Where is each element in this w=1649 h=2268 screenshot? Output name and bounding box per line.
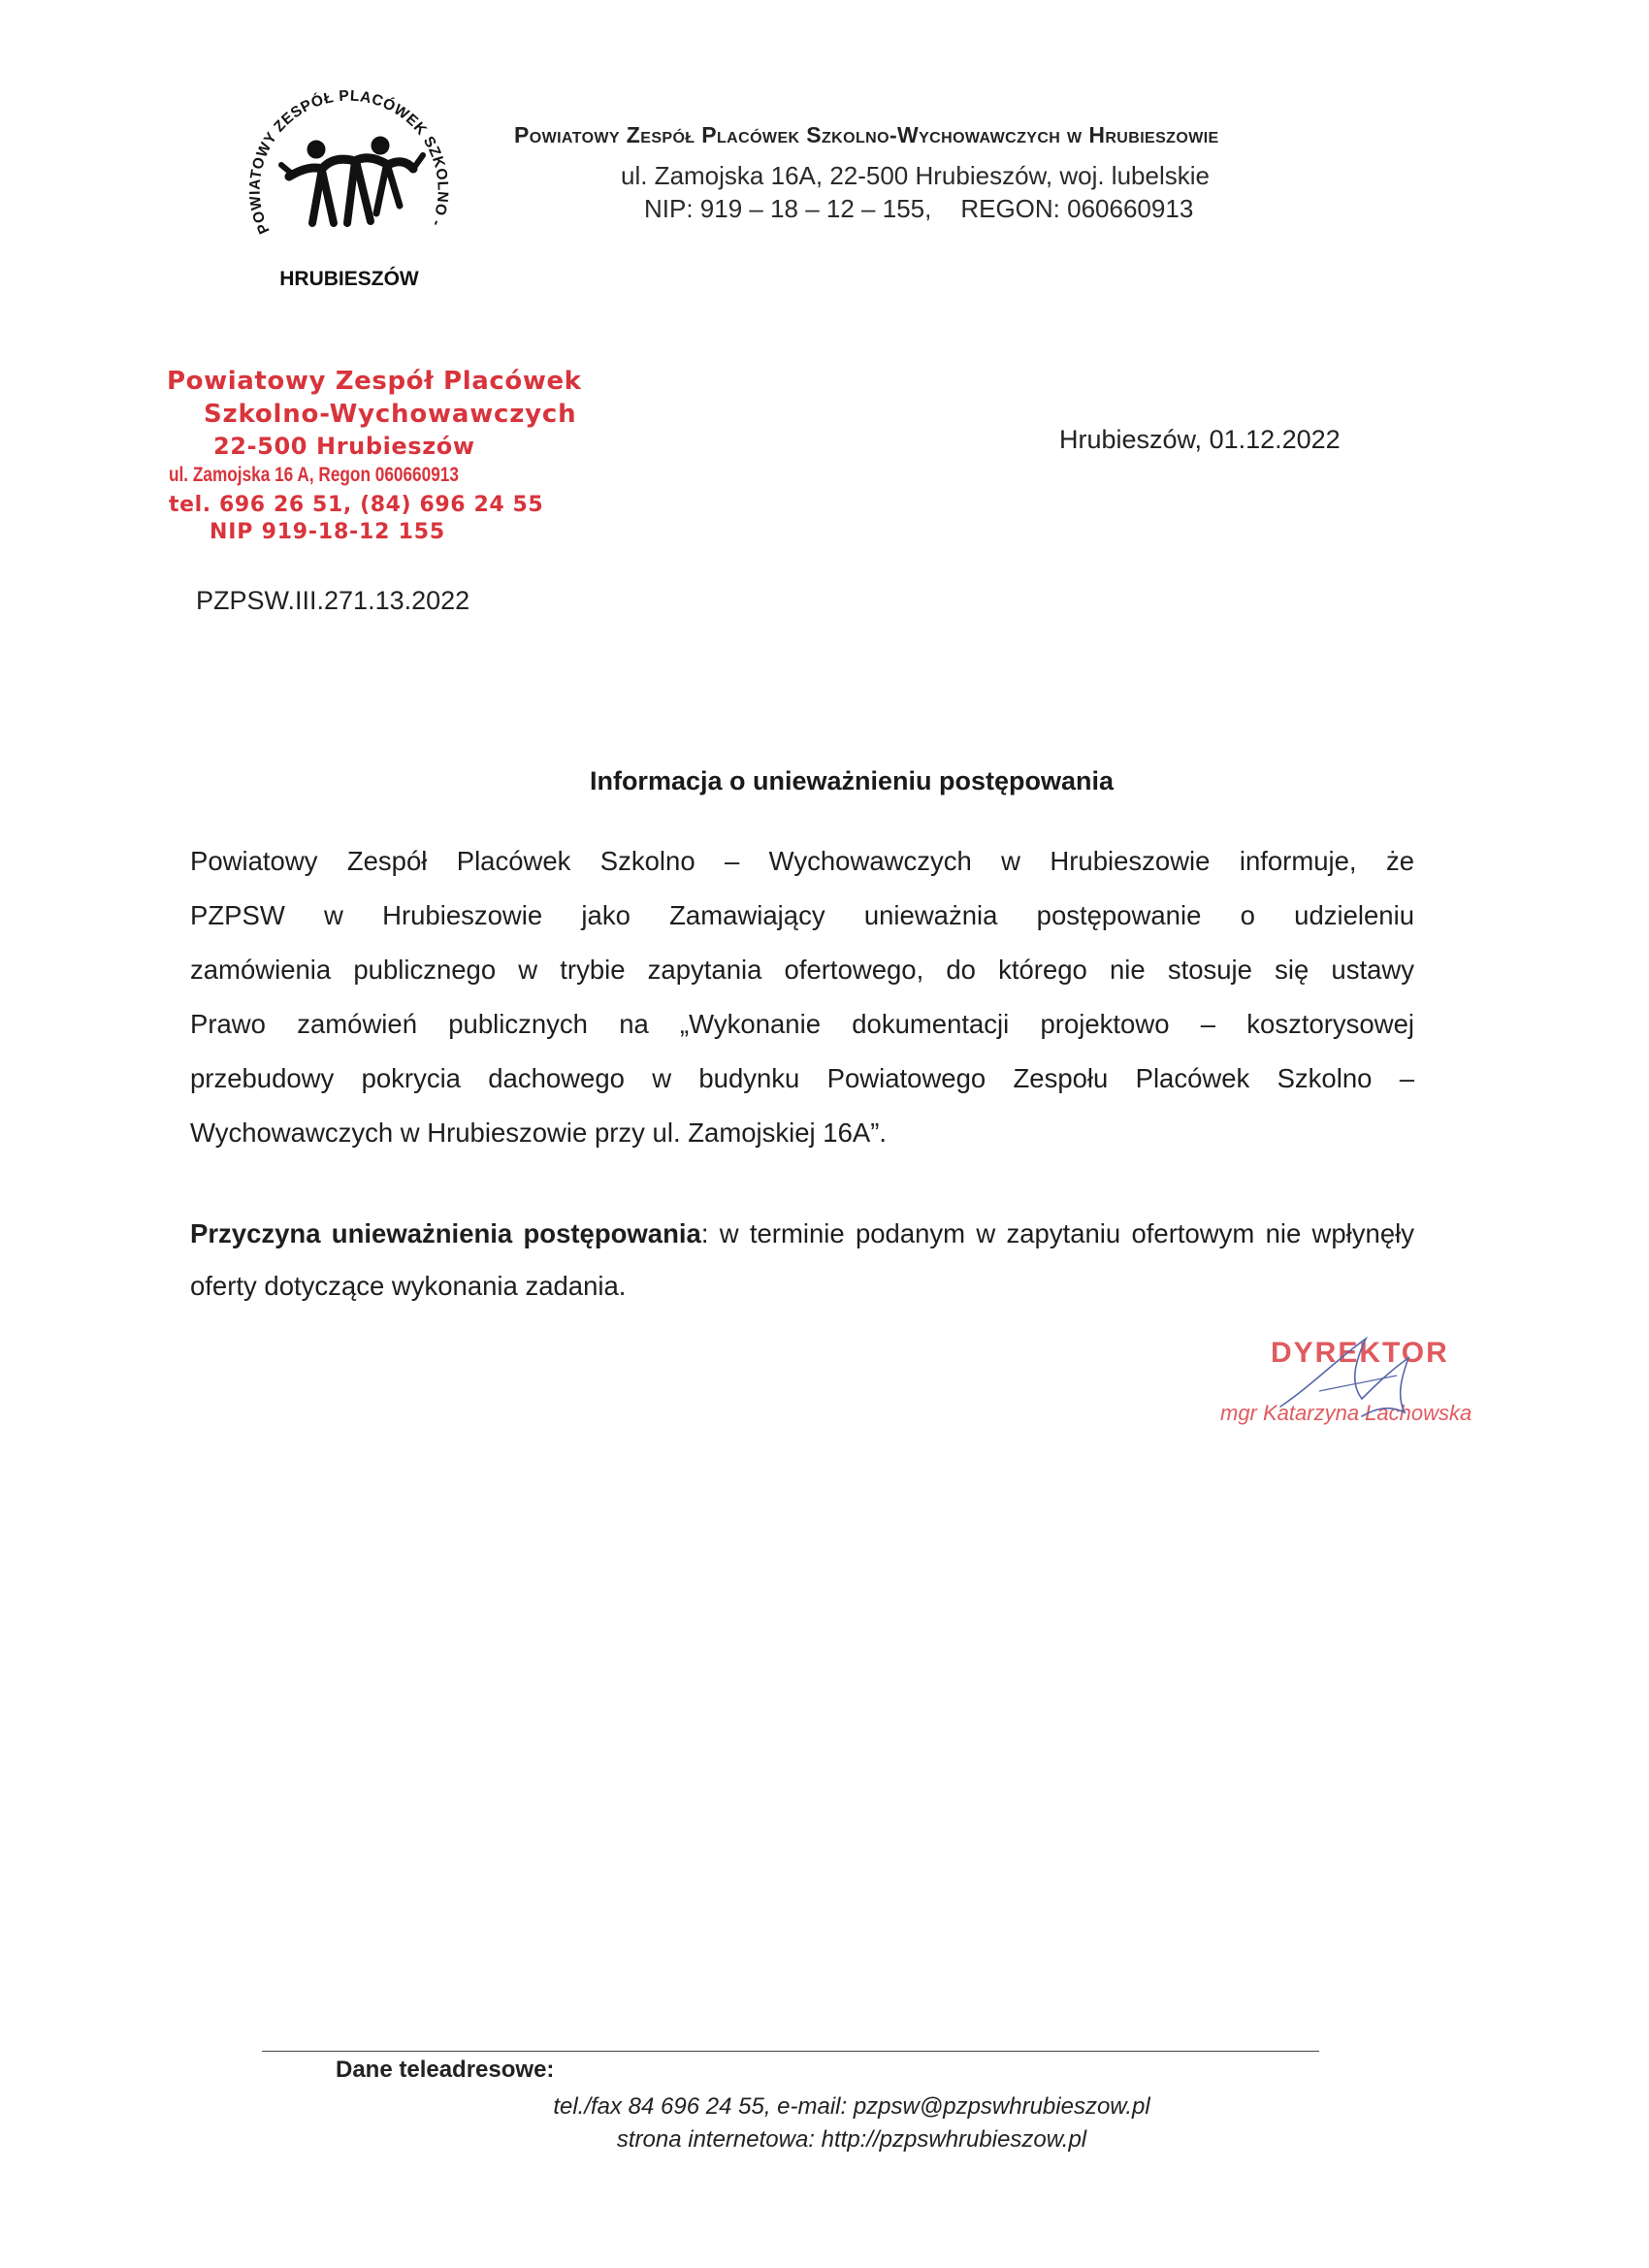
logo-ring-text: POWIATOWY ZESPÓŁ PLACÓWEK SZKOLNO -: [246, 87, 451, 237]
stamp-line: Powiatowy Zespół Placówek: [167, 367, 582, 396]
reason-text: : w terminie podanym w zapytaniu ofertowym nie wpłynęły: [700, 1218, 1414, 1248]
signatory-title: DYREKTOR: [1271, 1337, 1449, 1369]
stamp-line: NIP 919-18-12 155: [210, 520, 445, 544]
footer-heading: Dane teleadresowe:: [336, 2057, 555, 2083]
footer-contact: tel./fax 84 696 24 55, e-mail: pzpsw@pzpswhrubieszow.pl: [553, 2093, 1150, 2120]
logo-city-text: HRUBIESZÓW: [279, 268, 419, 290]
signatory-name: mgr Katarzyna Lachowska: [1220, 1401, 1472, 1425]
stamp-line: ul. Zamojska 16 A, Regon 060660913: [169, 464, 459, 486]
footer-divider: [262, 2051, 1319, 2052]
organization-name: Powiatowy Zespół Placówek Szkolno-Wychowawczych w Hrubieszowie: [514, 122, 1219, 147]
footer-website: strona internetowa: http://pzpswhrubieszow.pl: [616, 2126, 1087, 2153]
organization-identifiers: [644, 194, 1193, 224]
handwritten-signature: [1261, 1319, 1445, 1436]
body-line: zamówienia publicznego w trybie zapytania ofertowego, do którego nie stosuje się ustawy: [190, 955, 1414, 985]
body-line: przebudowy pokrycia dachowego w budynku Powiatowego Zespołu Placówek Szkolno –: [190, 1063, 1414, 1093]
body-line: Prawo zamówień publicznych na „Wykonanie dokumentacji projektowo – kosztorysowej: [190, 1009, 1414, 1039]
reference-number: PZPSW.III.271.13.2022: [196, 586, 470, 615]
children-figures-icon: [281, 137, 423, 223]
stamp-line: Szkolno-Wychowawczych: [204, 400, 577, 429]
logo-seal: [233, 60, 466, 301]
regon-number: REGON: 060660913: [960, 194, 1194, 223]
stamp-line: tel. 696 26 51, (84) 696 24 55: [169, 493, 544, 517]
reason-line: oferty dotyczące wykonania zadania.: [190, 1271, 627, 1301]
organization-logo: [233, 60, 466, 301]
document-title: Informacja o unieważnieniu postępowania: [589, 766, 1115, 795]
reason-line: [190, 1218, 1414, 1249]
body-line: PZPSW w Hrubieszowie jako Zamawiający unieważnia postępowanie o udzieleniu: [190, 900, 1414, 930]
organization-address: ul. Zamojska 16A, 22-500 Hrubieszów, woj. lubelskie: [621, 161, 1210, 190]
body-line: Powiatowy Zespół Placówek Szkolno – Wychowawczych w Hrubieszowie informuje, że: [190, 846, 1414, 876]
nip-number: NIP: 919 – 18 – 12 – 155,: [644, 194, 932, 223]
reason-label: Przyczyna unieważnienia postępowania: [190, 1218, 701, 1248]
document-date: Hrubieszów, 01.12.2022: [1059, 425, 1341, 454]
body-line: Wychowawczych w Hrubieszowie przy ul. Zamojskiej 16A”.: [190, 1118, 888, 1148]
stamp-line: 22-500 Hrubieszów: [213, 433, 475, 460]
